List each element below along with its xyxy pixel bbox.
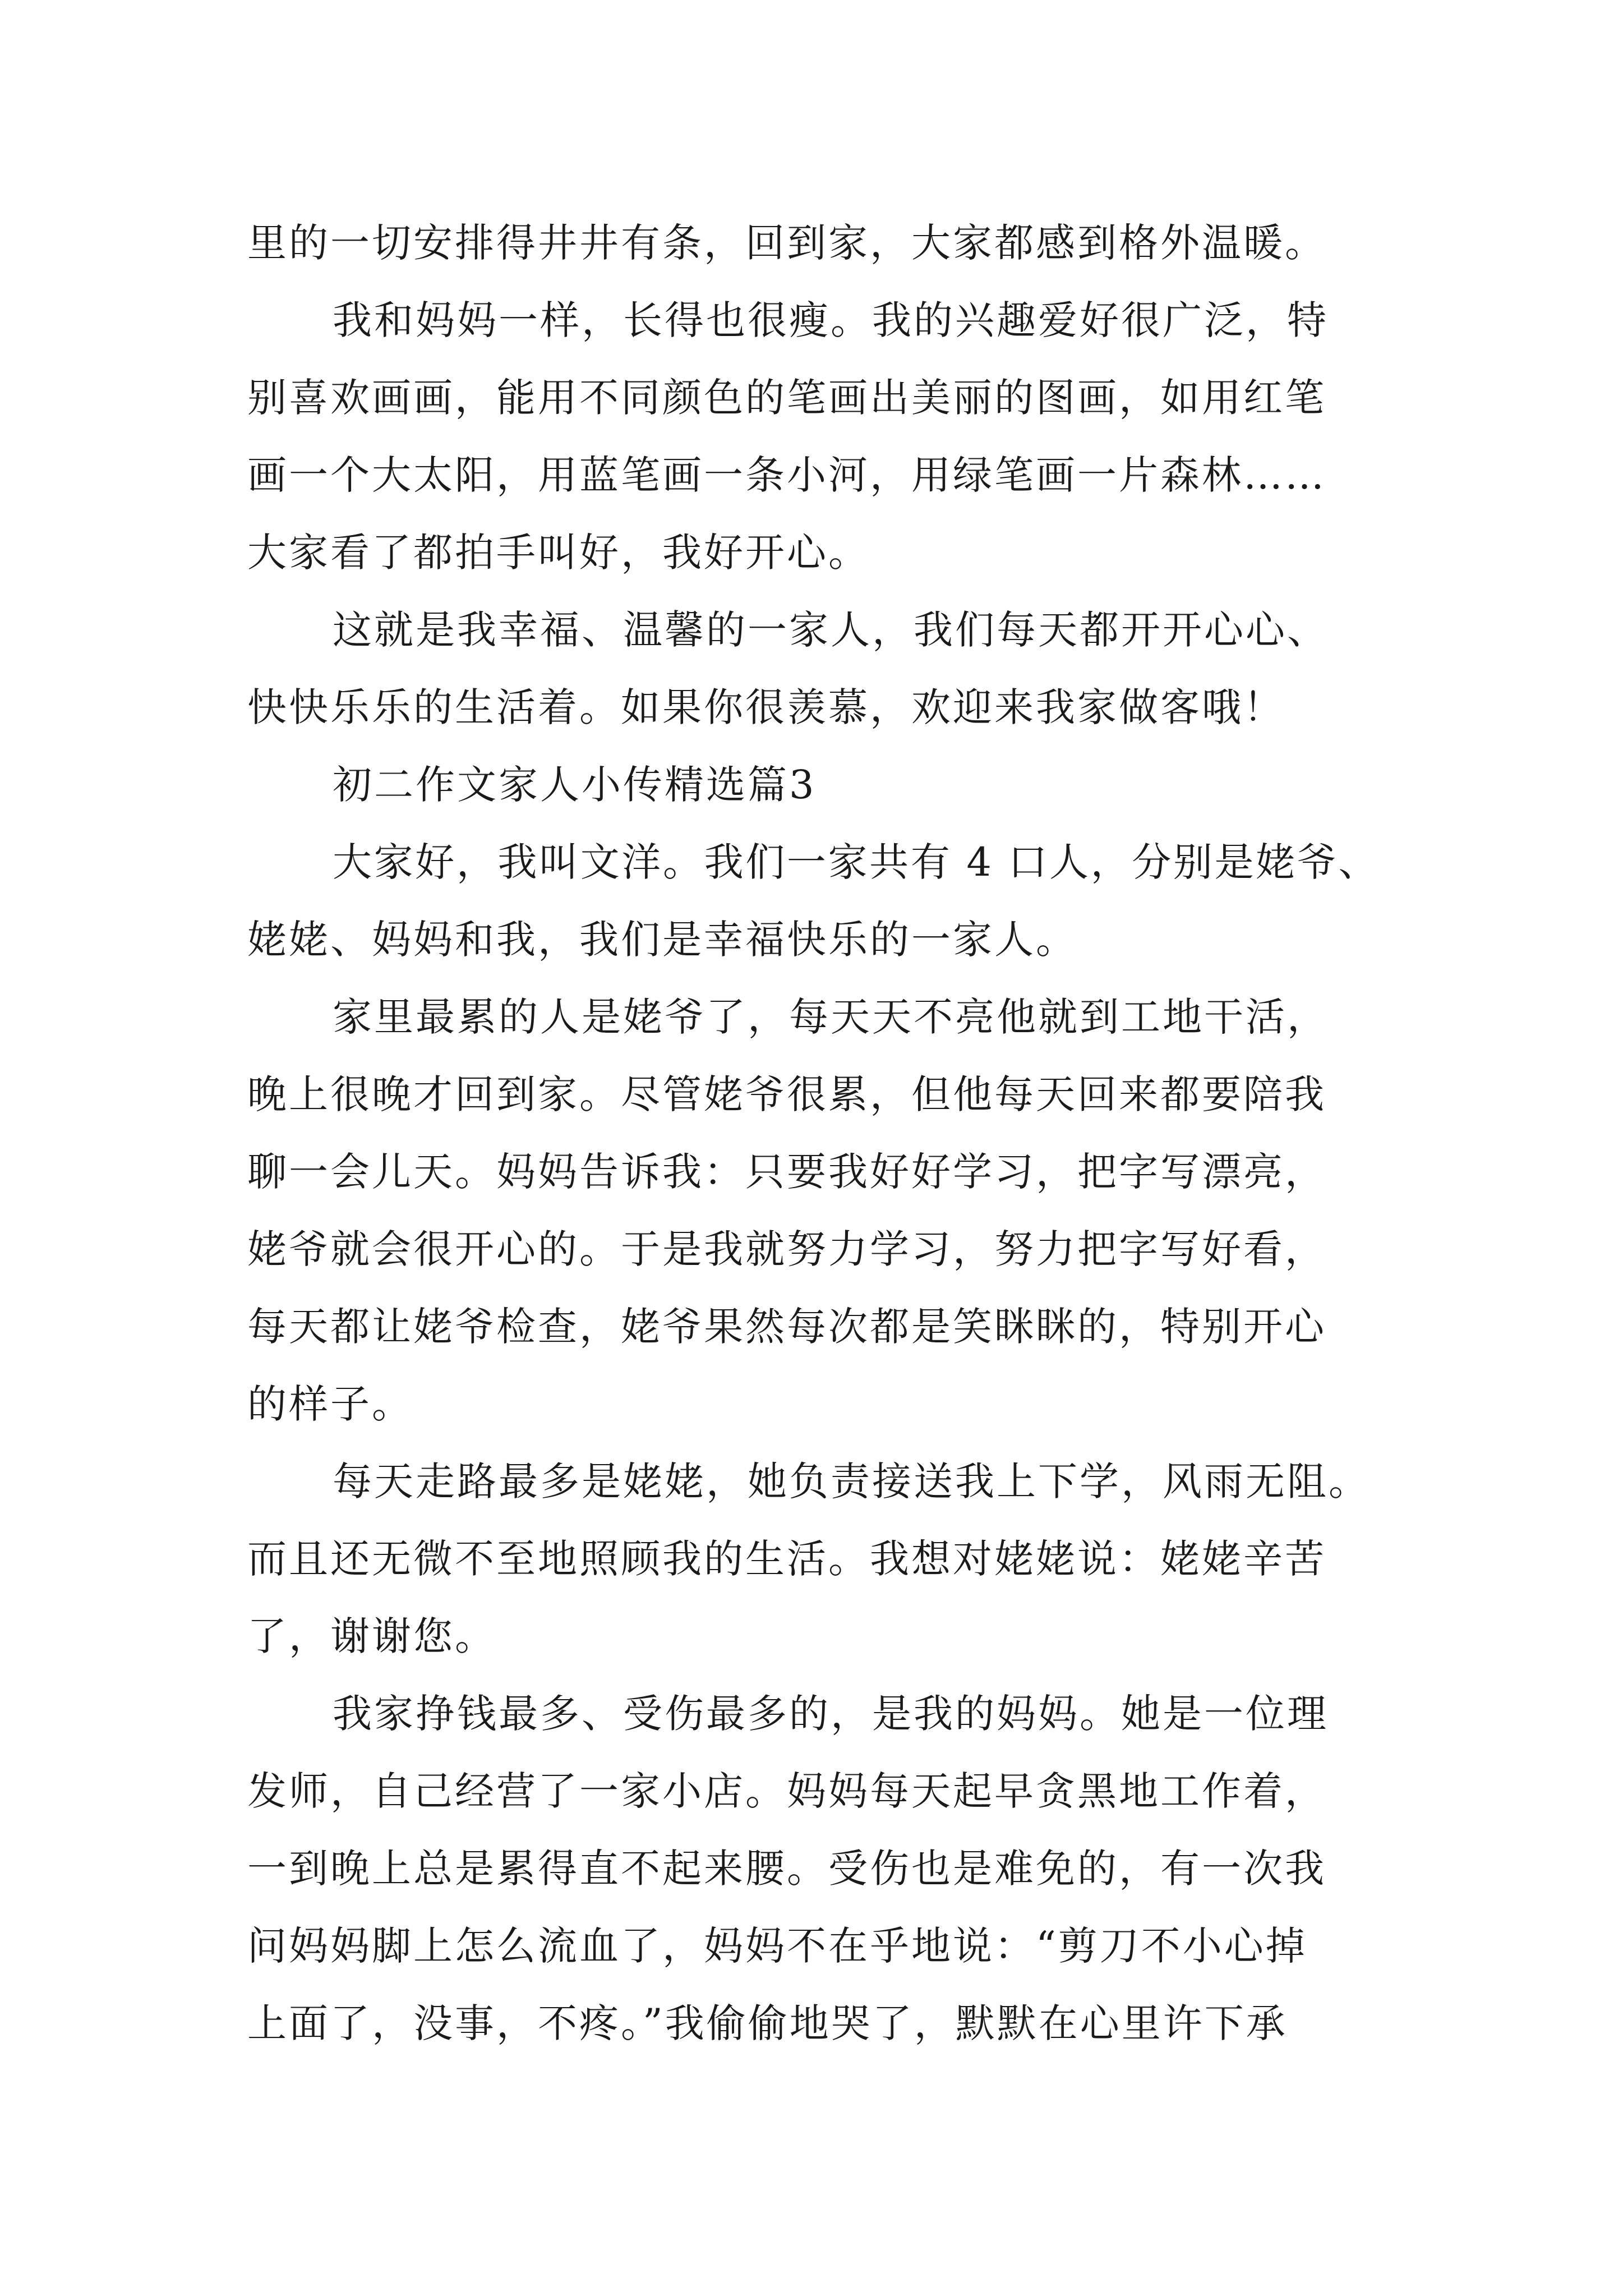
text-line: 上面了，没事，不疼。”我偷偷地哭了，默默在心里许下承 (247, 2000, 1288, 2046)
text-line: 姥姥、妈妈和我，我们是幸福快乐的一家人。 (247, 917, 1077, 963)
text-line: 大家看了都拍手叫好，我好开心。 (247, 530, 870, 576)
text-line: 而且还无微不至地照顾我的生活。我想对姥姥说：姥姥辛苦 (247, 1536, 1326, 1582)
text-line: 大家好，我叫文洋。我们一家共有 4 口人，分别是姥爷、 (333, 839, 1380, 885)
text-line: 的样子。 (247, 1381, 413, 1427)
text-line: 别喜欢画画，能用不同颜色的笔画出美丽的图画，如用红笔 (247, 375, 1326, 421)
text-line: 问妈妈脚上怎么流血了，妈妈不在乎地说：“剪刀不小心掉 (247, 1923, 1307, 1969)
text-line: 聊一会儿天。妈妈告诉我：只要我好好学习，把字写漂亮， (247, 1149, 1326, 1195)
text-line: 了，谢谢您。 (247, 1613, 496, 1659)
text-line: 画一个大太阳，用蓝笔画一条小河，用绿笔画一片森林…… (247, 452, 1326, 498)
text-line: 姥爷就会很开心的。于是我就努力学习，努力把字写好看， (247, 1226, 1326, 1272)
text-line: 里的一切安排得井井有条，回到家，大家都感到格外温暖。 (247, 220, 1326, 266)
text-line: 一到晚上总是累得直不起来腰。受伤也是难免的，有一次我 (247, 1846, 1326, 1892)
text-line: 快快乐乐的生活着。如果你很羡慕，欢迎来我家做客哦！ (247, 684, 1285, 730)
section-heading: 初二作文家人小传精选篇3 (333, 762, 817, 808)
text-line: 家里最累的人是姥爷了，每天天不亮他就到工地干活， (333, 994, 1329, 1040)
text-line: 晚上很晚才回到家。尽管姥爷很累，但他每天回来都要陪我 (247, 1071, 1326, 1117)
text-line: 每天都让姥爷检查，姥爷果然每次都是笑眯眯的，特别开心 (247, 1304, 1326, 1350)
text-line: 我家挣钱最多、受伤最多的，是我的妈妈。她是一位理 (333, 1691, 1329, 1737)
text-line: 这就是我幸福、温馨的一家人，我们每天都开开心心、 (333, 607, 1329, 653)
text-line: 发师，自己经营了一家小店。妈妈每天起早贪黑地工作着， (247, 1768, 1326, 1814)
text-line: 我和妈妈一样，长得也很瘦。我的兴趣爱好很广泛，特 (333, 297, 1329, 343)
text-line: 每天走路最多是姥姥，她负责接送我上下学，风雨无阻。 (333, 1458, 1370, 1504)
